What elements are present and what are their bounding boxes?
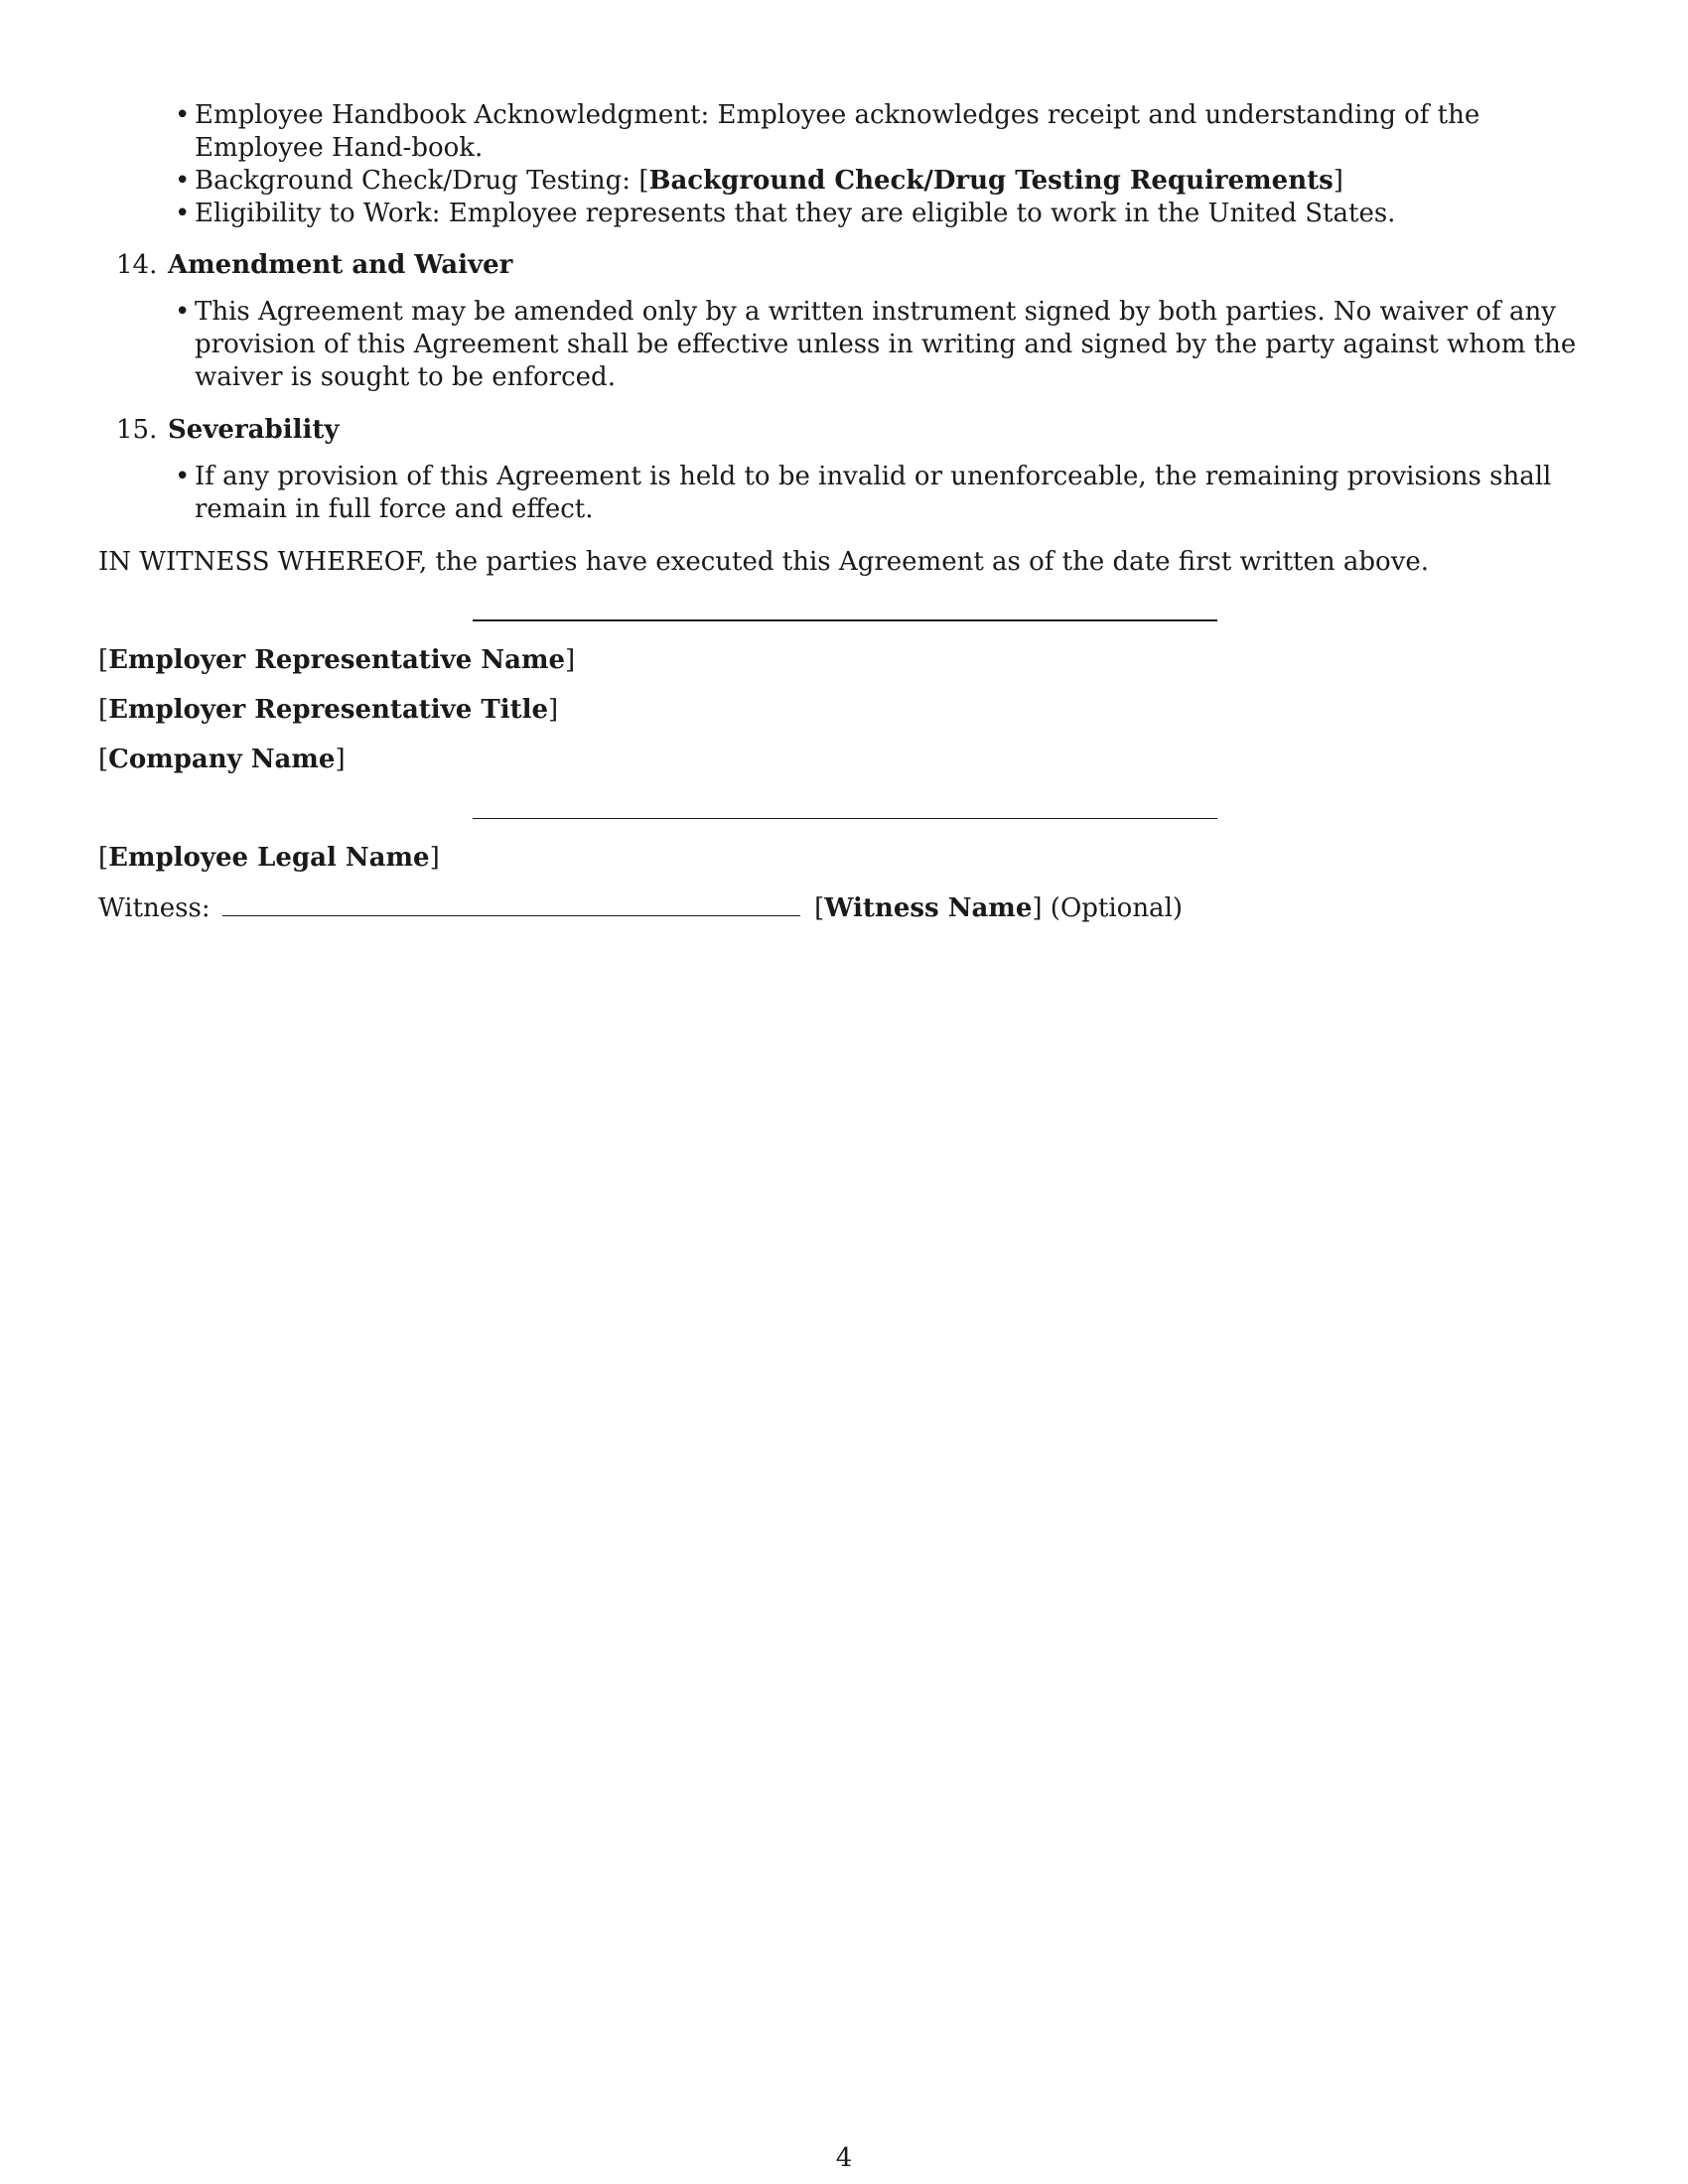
list-item-eligibility (175, 198, 1595, 230)
list-item-background-check: • Background Check/Drug Testing: [Background Check/Drug Testing Requirements] (175, 166, 1343, 196)
employer-rep-title-label: [Employer Representative Title] (98, 695, 559, 725)
eligibility-text: Eligibility to Work: Employee represents that they are eligible to work in the United States. (195, 199, 1396, 228)
employer-rep-name-label: [Employer Representative Name] (98, 645, 576, 675)
bullet-icon: • (175, 166, 191, 196)
bullet-icon: • (175, 199, 191, 228)
amendment-text: This Agreement may be amended only by a written instrument signed by both parties. No waiver of any provision of this Agreement shall be effective unless in writing and signed by the party against whom the waiver is sought to be enforced. (195, 297, 1577, 392)
section-15-heading (116, 414, 339, 447)
employee-legal-name-label: [Employee Legal Name] (98, 843, 440, 873)
section-15-bullet-list (175, 461, 1595, 526)
witness-row: Witness: [Witness Name] (Optional) (98, 893, 1184, 923)
handbook-text: Employee Handbook Acknowledgment: Employee acknowledges receipt and understanding of the Employee Hand-book. (195, 100, 1480, 163)
witness-name-placeholder: Witness Name (824, 893, 1033, 923)
background-check-text: Background Check/Drug Testing: (195, 166, 639, 196)
bullet-icon: • (175, 100, 191, 130)
employer-signature-line[interactable] (473, 619, 1217, 621)
section-14-heading (116, 249, 512, 282)
section-15-number: 15. (116, 415, 158, 445)
background-check-placeholder: Background Check/Drug Testing Requirements (648, 166, 1334, 196)
list-item-amendment (175, 296, 1595, 394)
section-14-title: Amendment and Waiver (168, 250, 513, 280)
company-name-label: [Company Name] (98, 745, 346, 774)
section-13-bullet-list (175, 99, 1595, 230)
section-14-bullet-list (175, 296, 1595, 394)
witness-signature-line[interactable] (222, 893, 800, 916)
employee-signature-line[interactable] (473, 818, 1217, 819)
severability-text: If any provision of this Agreement is held to be invalid or unenforceable, the remaining provisions shall remain in full force and effect. (195, 462, 1552, 524)
witness-label: Witness: (98, 893, 211, 923)
list-item-handbook (175, 99, 1595, 165)
page-number: 4 (835, 2143, 853, 2173)
section-14-number: 14. (116, 250, 158, 280)
bullet-icon: • (175, 462, 191, 491)
list-item-severability (175, 461, 1595, 526)
section-15-title: Severability (168, 415, 340, 445)
bullet-icon: • (175, 297, 191, 327)
witness-statement: IN WITNESS WHEREOF, the parties have executed this Agreement as of the date first written above. (98, 547, 1430, 577)
witness-optional-note: (Optional) (1050, 893, 1184, 923)
